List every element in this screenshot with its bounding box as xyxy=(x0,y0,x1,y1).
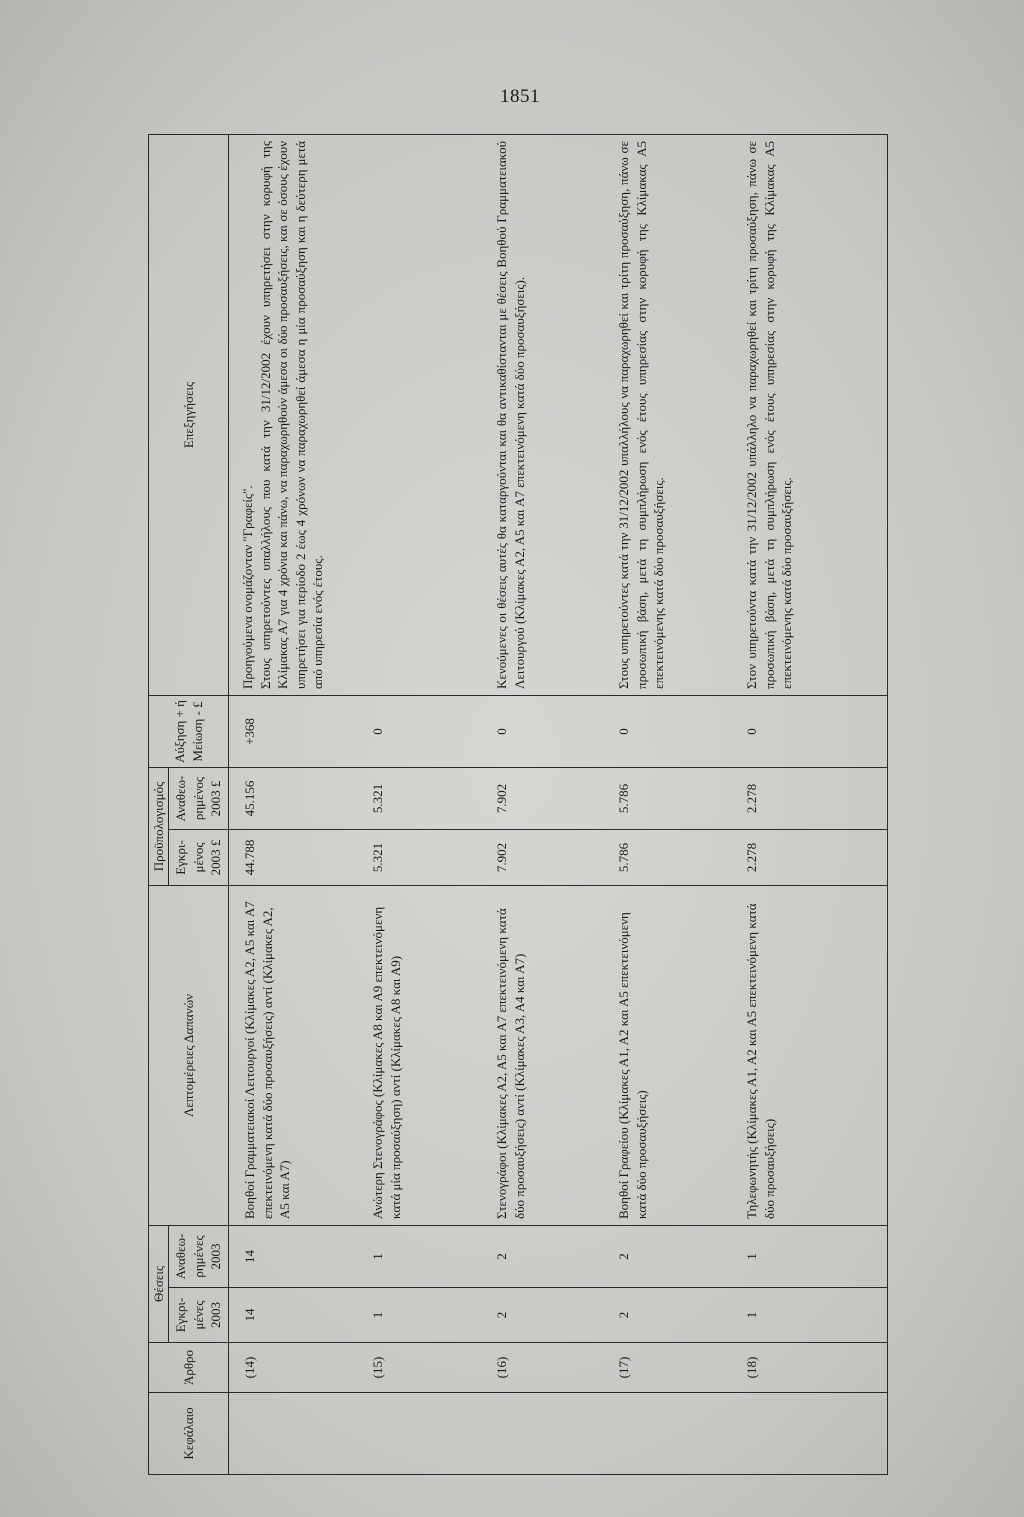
header-positions-revised: Αναθεω- ρημένες 2003 xyxy=(169,1226,229,1288)
budget-approved-cell: 2.278 xyxy=(744,842,759,873)
header-expense-details: Λεπτομέρειες Δαπανών xyxy=(149,886,229,1226)
article-cell: (16) xyxy=(494,1356,509,1379)
article-cell: (17) xyxy=(616,1356,631,1379)
header-explanations: Επεξηγήσεις xyxy=(149,134,229,695)
budget-revised-cell: 5.786 xyxy=(616,783,631,814)
chapter-column xyxy=(229,1393,888,1475)
expense-details-cell: Τηλεφωνητής (Κλίμακες Α1, Α2 και Α5 επεκτεινόμενη κατά δύο προσαυξήσεις) xyxy=(744,903,777,1219)
header-change: Αύξηση + ή Μείωση - £ xyxy=(149,695,229,767)
positions-approved-cell: 1 xyxy=(370,1311,385,1319)
change-cell: 0 xyxy=(370,728,385,735)
budget-approved-cell: 5.321 xyxy=(370,842,385,873)
budget-approved-cell: 5.786 xyxy=(616,842,631,873)
expense-details-cell: Βοηθοί Γραμματειακοί Λειτουργοί (Κλίμακες Α2, Α5 και Α7 επεκτεινόμενη κατά δύο προσαυξήσεις) αντί (Κλίμακες Α2, Α5 και Α7) xyxy=(242,901,293,1219)
positions-revised-column xyxy=(229,1226,888,1288)
positions-approved-cell: 14 xyxy=(242,1308,257,1322)
expense-details-column xyxy=(229,886,888,1226)
change-cell: 0 xyxy=(494,728,509,735)
change-column xyxy=(229,695,888,767)
budget-revised-cell: 45.156 xyxy=(242,780,257,817)
positions-approved-column xyxy=(229,1288,888,1343)
positions-revised-cell: 14 xyxy=(242,1250,257,1263)
budget-revised-column xyxy=(229,767,888,829)
budget-approved-cell: 7.902 xyxy=(494,842,509,873)
positions-revised-cell: 1 xyxy=(370,1253,385,1260)
header-budget: Προϋπολογισμός xyxy=(149,767,169,885)
expense-details-cell: Στενογράφοι (Κλίμακες Α2, Α5 και Α7 επεκτεινόμενη κατά δύο προσαυξήσεις) αντί (Κλίμακες Α3, Α4 και Α7) xyxy=(494,908,527,1219)
budget-table xyxy=(148,134,888,1475)
header-article: Άρθρο xyxy=(149,1343,229,1393)
article-column xyxy=(229,1343,888,1393)
change-cell: +368 xyxy=(242,718,257,745)
chapter-cell xyxy=(481,1393,603,1474)
positions-approved-cell: 2 xyxy=(494,1311,509,1319)
positions-revised-cell: 1 xyxy=(744,1253,759,1260)
header-chapter: Κεφάλαιο xyxy=(149,1393,229,1475)
expense-details-cell: Ανώτερη Στενογράφος (Κλίμακες Α8 και Α9 επεκτεινόμενη κατά μία προσαύξηση) αντί (Κλίμακες Α8 και Α9) xyxy=(370,906,403,1219)
chapter-cell xyxy=(229,1393,357,1474)
article-cell: (18) xyxy=(744,1356,759,1379)
positions-approved-cell: 1 xyxy=(744,1311,759,1319)
header-budget-revised: Αναθεω- ρημένος 2003 £ xyxy=(169,767,229,829)
header-budget-approved: Εγκρι- μένος 2003 £ xyxy=(169,830,229,886)
explanation-cell xyxy=(357,135,481,695)
positions-revised-cell: 2 xyxy=(494,1253,509,1260)
change-cell: 0 xyxy=(616,728,631,735)
explanation-cell: Προηγούμενα ονομάζονταν "Γραφείς". Στους υπηρετούντες υπαλλήλους που κατά την 31/12/2002 έχουν υπηρετήσει στην κορυφή της Κλίμακας Α7 για 4 χρόνια και πάνω, να παραχωρηθούν άμεσα οι δύο προσαυξήσεις, και σε όσους έχουν υπηρετήσει για περίοδο 2 έως 4 χρόνων να παραχωρηθεί άμεσα η μία προσαύξηση και η δεύτερη μετά από υπηρεσία ενός έτους. xyxy=(240,140,326,689)
explanation-cell: Κενούμενες οι θέσεις αυτές θα καταργούνται και θα αντικαθίστανται με θέσεις Βοηθού Γραμματειακού Λειτουργού (Κλίμακες Α2, Α5 και Α7 επεκτεινόμενη κατά δύο προσαυξήσεις). xyxy=(494,140,527,689)
article-cell: (15) xyxy=(370,1356,385,1379)
budget-approved-cell: 44.788 xyxy=(242,839,257,876)
budget-revised-cell: 7.902 xyxy=(494,783,509,814)
budget-revised-cell: 5.321 xyxy=(370,783,385,814)
rotated-table-wrapper xyxy=(148,135,888,1475)
budget-revised-cell: 2.278 xyxy=(744,783,759,814)
chapter-cell xyxy=(357,1393,481,1474)
positions-revised-cell: 2 xyxy=(616,1253,631,1260)
budget-table-sheet xyxy=(148,135,888,1475)
positions-approved-cell: 2 xyxy=(616,1311,631,1319)
explanations-column xyxy=(229,134,888,695)
explanation-cell: Στους υπηρετούντες κατά την 31/12/2002 υπαλλήλους να παραχωρηθεί και τρίτη προσαύξηση, πάνω σε προσωπική βάση, μετά τη συμπλήρωση ενός έτους υπηρεσίας στην κορυφή της Κλίμακας Α5 επεκτεινόμενης κατά δύο προσαυξήσεις. xyxy=(616,140,667,689)
explanation-cell: Στον υπηρετούντα κατά την 31/12/2002 υπάλληλο να παραχωρηθεί και τρίτη προσαύξηση, πάνω σε προσωπική βάση, μετά τη συμπλήρωση ενός έτους υπηρεσίας στην κορυφή της Κλίμακας Α5 επεκτεινόμενης κατά δύο προσαυξήσεις. xyxy=(744,140,795,689)
chapter-cell xyxy=(603,1393,731,1474)
chapter-cell xyxy=(731,1393,871,1474)
header-positions-approved: Εγκρι- μένες 2003 xyxy=(169,1288,229,1343)
expense-details-cell: Βοηθοί Γραφείου (Κλίμακες Α1, Α2 και Α5 επεκτεινόμενη κατά δύο προσαυξήσεις) xyxy=(616,912,649,1219)
table-body-row xyxy=(229,134,888,1474)
header-positions: Θέσεις xyxy=(149,1226,169,1343)
article-cell: (14) xyxy=(242,1356,257,1379)
budget-approved-column xyxy=(229,830,888,886)
page-number: 1851 xyxy=(500,86,540,107)
change-cell: 0 xyxy=(744,728,759,735)
